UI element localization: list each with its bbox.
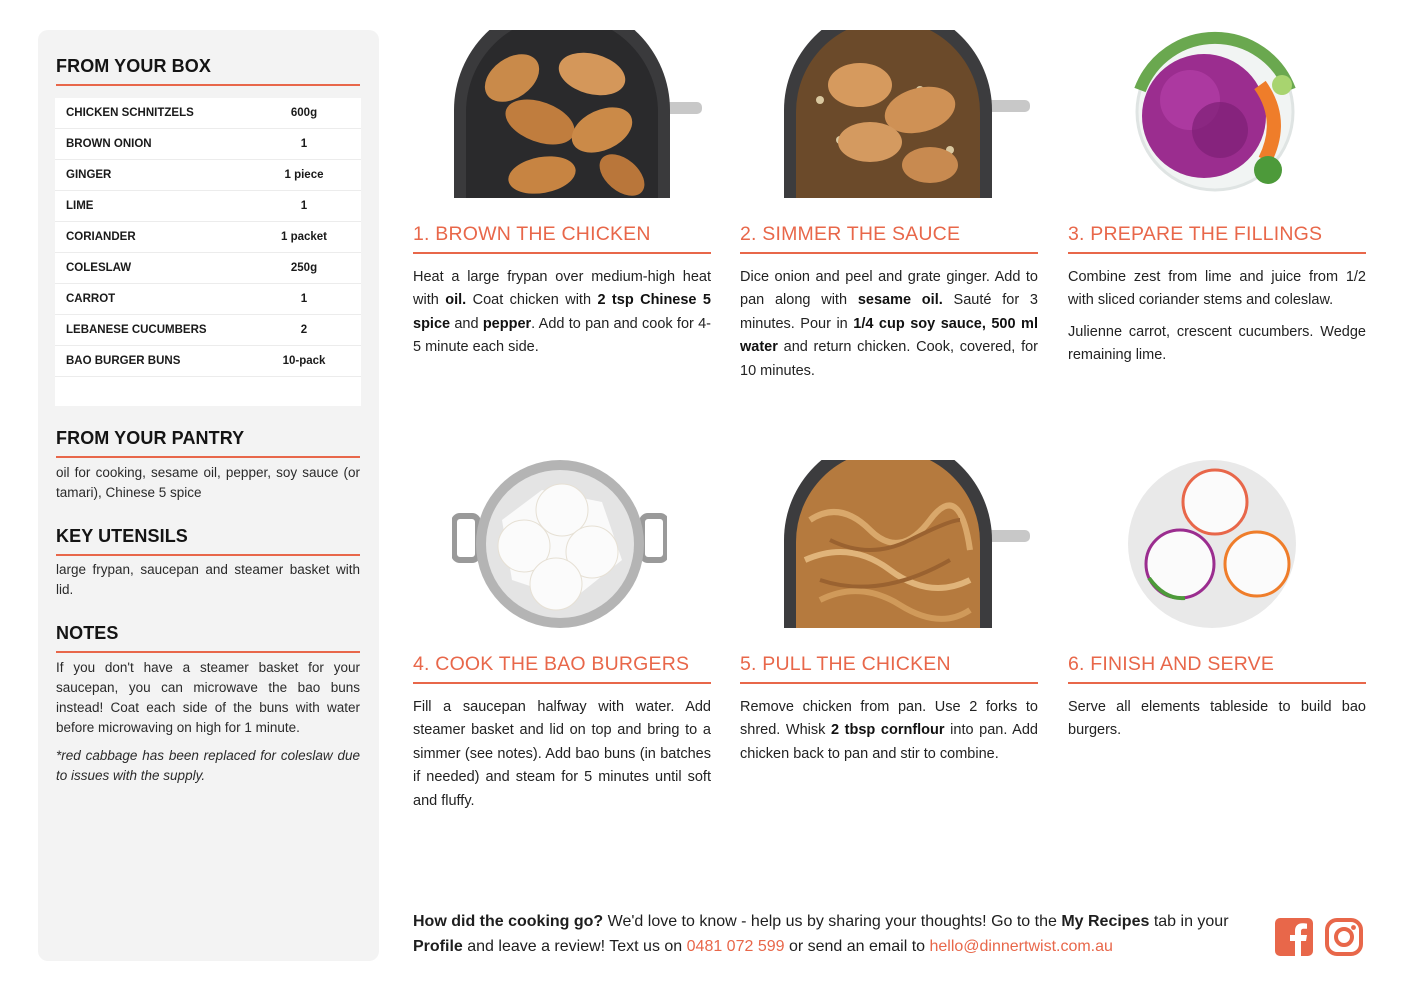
text-segment: How did the cooking go? xyxy=(413,913,604,930)
text-segment: Coat chicken with xyxy=(466,292,598,309)
table-row xyxy=(55,98,361,129)
ingredient-qty: 2 xyxy=(300,324,308,336)
text-segment: Remove chicken from pan. Use 2 forks to shred. Whisk xyxy=(740,699,1038,739)
step-3-text xyxy=(1068,266,1366,368)
feedback-footer xyxy=(413,909,1263,959)
ingredient-name: BAO BURGER BUNS xyxy=(66,355,181,367)
text-segment: oil. xyxy=(445,292,467,309)
table-row xyxy=(55,253,361,284)
pulled-chicken-image xyxy=(780,460,1030,628)
step-3-title: 3. PREPARE THE FILLINGS xyxy=(1068,223,1366,254)
text-segment: Sauté for 3 minutes. Pour in xyxy=(740,292,1038,332)
text-segment: Fill a saucepan halfway with water. Add steamer basket and lid on top and bring to a simmer (see notes). Add bao buns (in batches if needed) and steam for 5 minutes until soft and fluffy. xyxy=(413,699,711,809)
ingredient-name: CHICKEN SCHNITZELS xyxy=(66,107,194,119)
text-segment: and leave a review! Text us on xyxy=(462,938,687,955)
step-3-text-para-2 xyxy=(1068,321,1366,368)
ingredient-name: LEBANESE CUCUMBERS xyxy=(66,324,207,336)
text-segment: My Recipes xyxy=(1061,913,1150,930)
ingredient-qty: 1 xyxy=(300,138,308,150)
step-4-text xyxy=(413,696,711,813)
from-your-pantry-title: FROM YOUR PANTRY xyxy=(56,428,360,458)
ingredient-name: COLESLAW xyxy=(66,262,132,274)
utensils-text: large frypan, saucepan and steamer basket with lid. xyxy=(56,562,360,597)
step-4-title: 4. COOK THE BAO BURGERS xyxy=(413,653,711,684)
table-row xyxy=(55,346,361,377)
text-segment: Dice onion and peel and grate ginger. Add to pan along with xyxy=(740,269,1038,309)
table-row xyxy=(55,222,361,253)
ingredient-qty: 250g xyxy=(290,262,318,274)
step-6-text xyxy=(1068,696,1366,743)
ingredients-sidebar xyxy=(38,30,379,961)
text-segment: Heat a large frypan over medium-high heat with xyxy=(413,269,711,309)
steamer-bao-image xyxy=(452,460,667,628)
text-segment: pepper xyxy=(482,315,532,332)
text-segment: tab in your xyxy=(1149,913,1229,930)
from-your-box-title: FROM YOUR BOX xyxy=(56,56,360,86)
ingredient-name: LIME xyxy=(66,200,94,212)
text-segment: Combine zest from lime and juice from 1/2 with sliced coriander stems and coleslaw. xyxy=(1068,269,1366,309)
text-segment: Serve all elements tableside to build bao burgers. xyxy=(1068,699,1366,739)
text-segment: into pan. Add chicken back to pan and stir to combine. xyxy=(740,722,1038,762)
notes-italic-text: *red cabbage has been replaced for coleslaw due to issues with the supply. xyxy=(56,748,360,783)
text-segment: We'd love to know - help us by sharing your thoughts! Go to the xyxy=(603,913,1062,930)
ingredient-qty: 1 xyxy=(300,293,308,305)
text-segment: sesame oil. xyxy=(857,292,943,309)
step-2-title: 2. SIMMER THE SAUCE xyxy=(740,223,1038,254)
step-6-title: 6. FINISH AND SERVE xyxy=(1068,653,1366,684)
facebook-icon[interactable] xyxy=(1275,918,1313,956)
text-segment: or send an email to xyxy=(784,938,930,955)
text-segment: and xyxy=(450,315,483,332)
ingredient-qty: 1 packet xyxy=(280,231,328,243)
key-utensils-title: KEY UTENSILS xyxy=(56,526,360,556)
ingredient-name: BROWN ONION xyxy=(66,138,152,150)
pantry-text: oil for cooking, sesame oil, pepper, soy sauce (or tamari), Chinese 5 spice xyxy=(56,465,360,500)
ingredient-name: CARROT xyxy=(66,293,116,305)
text-segment: and return chicken. Cook, covered, for 10 minutes. xyxy=(740,339,1038,379)
instagram-icon[interactable] xyxy=(1325,918,1363,956)
table-row xyxy=(55,191,361,222)
step-5-title: 5. PULL THE CHICKEN xyxy=(740,653,1038,684)
text-segment: 0481 072 599 xyxy=(686,938,785,955)
pan-sauce-image xyxy=(780,30,1030,198)
from-your-box-table xyxy=(55,98,361,406)
table-row xyxy=(55,315,361,346)
text-segment: 2 tsp Chinese 5 spice xyxy=(413,292,711,332)
notes-title: NOTES xyxy=(56,623,360,653)
table-row xyxy=(55,284,361,315)
frypan-chicken-image xyxy=(452,30,702,198)
step-2-text xyxy=(740,266,1038,383)
table-row xyxy=(55,160,361,191)
table-row xyxy=(55,129,361,160)
ingredient-qty: 1 piece xyxy=(284,169,324,181)
step-1-text xyxy=(413,266,711,360)
ingredient-qty: 1 xyxy=(300,200,308,212)
notes-text: If you don't have a steamer basket for your saucepan, you can microwave the bao buns instead! Coat each side of the buns with water before microwaving on high for 1 minute. xyxy=(56,660,360,735)
text-segment: Julienne carrot, crescent cucumbers. Wedge remaining lime. xyxy=(1068,323,1366,364)
text-segment: 2 tbsp cornflour xyxy=(831,722,945,739)
step-3-text-para-1 xyxy=(1068,266,1366,313)
bao-burgers-plate-image xyxy=(1125,460,1300,628)
fillings-bowl-image xyxy=(1120,30,1300,198)
ingredient-qty: 600g xyxy=(290,107,318,119)
text-segment: hello@dinnertwist.com.au xyxy=(929,938,1113,955)
ingredient-name: GINGER xyxy=(66,169,112,181)
step-5-text xyxy=(740,696,1038,766)
text-segment: 1/4 cup soy sauce, 500 ml water xyxy=(740,315,1038,356)
step-1-title: 1. BROWN THE CHICKEN xyxy=(413,223,711,254)
text-segment: . Add to pan and cook for 4-5 minute each side. xyxy=(413,315,711,356)
ingredient-name: CORIANDER xyxy=(66,231,136,243)
ingredient-qty: 10-pack xyxy=(282,355,326,367)
text-segment: Profile xyxy=(413,938,463,955)
